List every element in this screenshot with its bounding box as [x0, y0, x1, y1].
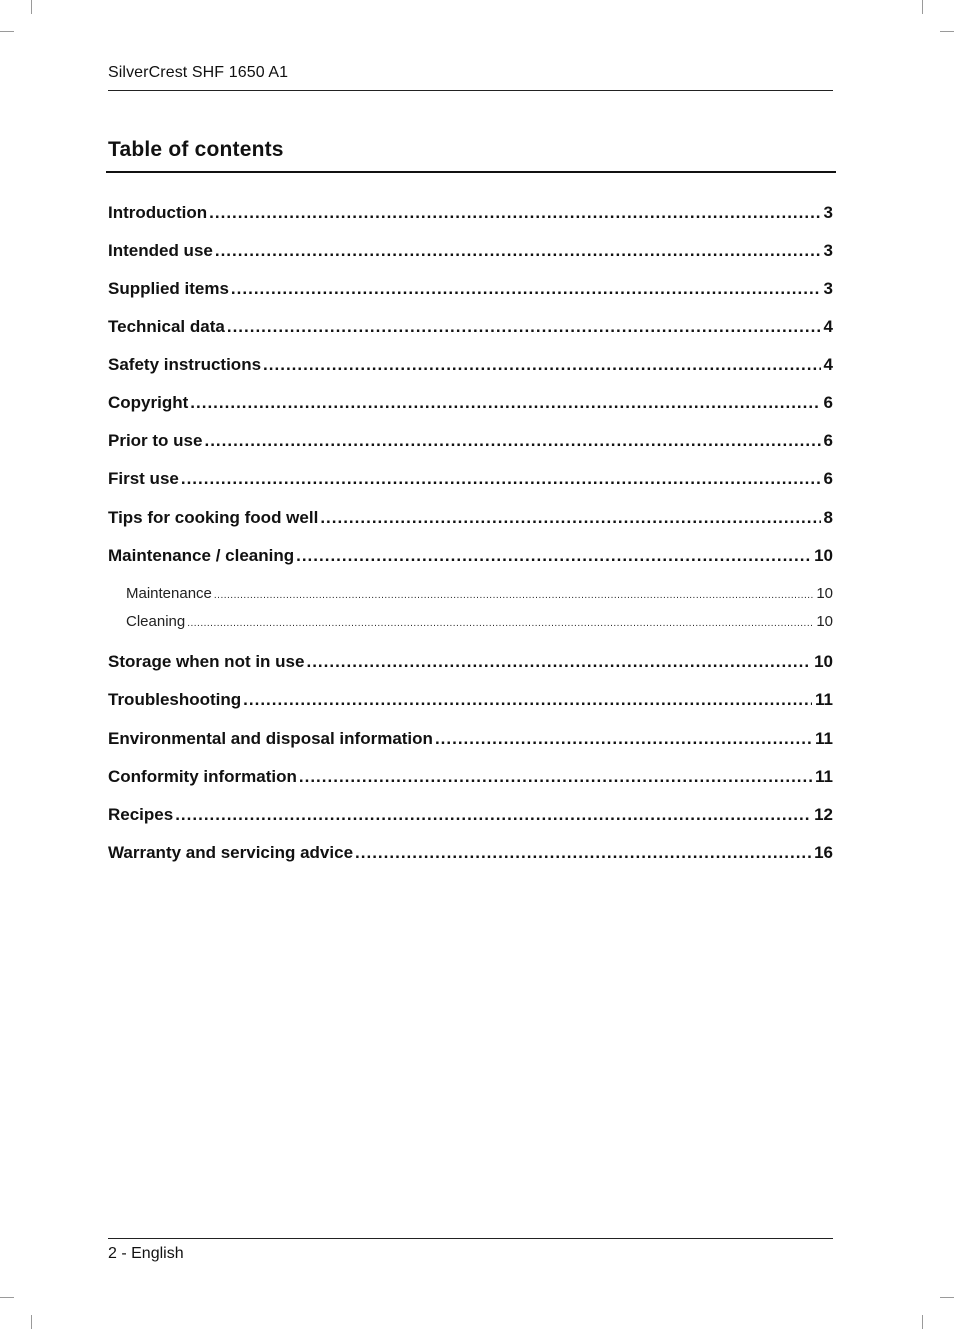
toc-dot-leader: [215, 241, 821, 261]
toc-dot-leader: [355, 843, 811, 863]
toc-entry-page-number: 11: [815, 690, 833, 709]
toc-entry-label: Copyright: [108, 393, 189, 412]
toc-entry-page-number: 10: [816, 585, 833, 602]
toc-entry[interactable]: [108, 431, 833, 451]
toc-entry-page-number: 4: [823, 317, 833, 336]
toc-entry-page-number: 11: [815, 767, 833, 786]
toc-entry-page-number: 10: [814, 546, 833, 565]
toc-entry[interactable]: [108, 690, 833, 710]
crop-mark: [922, 0, 923, 14]
toc-entry-label: Maintenance: [126, 585, 212, 602]
toc-entry-label: Warranty and servicing advice: [108, 843, 354, 862]
page-header: [108, 62, 833, 91]
toc-dot-leader: [204, 431, 820, 451]
toc-dot-leader: [435, 729, 812, 749]
toc-entry[interactable]: [108, 203, 833, 223]
toc-entry[interactable]: [108, 241, 833, 261]
toc-entry-label: First use: [108, 469, 179, 488]
crop-mark: [922, 1315, 923, 1329]
toc-entry-label: Storage when not in use: [108, 652, 305, 671]
toc-entry-label: Cleaning: [126, 613, 186, 630]
toc-entry-label: Intended use: [108, 241, 213, 260]
toc-subentry[interactable]: [126, 613, 833, 630]
toc-entry-label: Environmental and disposal information: [108, 729, 433, 748]
toc-dot-leader: [231, 279, 821, 299]
toc-dot-leader: [190, 393, 820, 413]
toc-entry-label: Safety instructions: [108, 355, 262, 374]
toc-entry-page-number: 3: [823, 203, 833, 222]
page-title: Table of contents: [108, 138, 284, 161]
header-model-name: SilverCrest SHF 1650 A1: [108, 64, 289, 81]
toc-entry[interactable]: [108, 355, 833, 375]
toc-entry-page-number: 8: [823, 508, 833, 527]
toc-entry-page-number: 3: [823, 241, 833, 260]
crop-mark: [940, 31, 954, 32]
toc-dot-leader: [296, 546, 811, 566]
toc-entry-label: Supplied items: [108, 279, 229, 298]
toc-dot-leader: [263, 355, 820, 375]
toc-entry[interactable]: [108, 729, 833, 749]
toc-entry-label: Prior to use: [108, 431, 203, 450]
toc-dot-leader: [181, 469, 821, 489]
crop-mark: [940, 1297, 954, 1298]
title-divider: [106, 171, 836, 173]
crop-mark: [0, 31, 14, 32]
toc-entry[interactable]: [108, 843, 833, 863]
toc-entry[interactable]: [108, 767, 833, 787]
toc-entry[interactable]: [108, 508, 833, 528]
toc-entry-label: Troubleshooting: [108, 690, 242, 709]
toc-entry[interactable]: [108, 393, 833, 413]
page-footer: [108, 1238, 833, 1262]
toc-entry-page-number: 16: [814, 843, 833, 862]
toc-entry[interactable]: [108, 279, 833, 299]
toc-entry[interactable]: [108, 805, 833, 825]
toc-entry-page-number: 10: [814, 652, 833, 671]
toc-dot-leader: [175, 805, 811, 825]
toc-entry-page-number: 6: [823, 393, 833, 412]
toc-dot-leader: [320, 508, 820, 528]
toc-entry-page-number: 6: [823, 431, 833, 450]
toc-entry-label: Conformity information: [108, 767, 297, 786]
toc-dot-leader: [306, 652, 811, 672]
toc-entry-label: Technical data: [108, 317, 225, 336]
toc-entry[interactable]: [108, 317, 833, 337]
toc-entry-label: Recipes: [108, 805, 174, 824]
toc-entry-page-number: 6: [823, 469, 833, 488]
toc-entry[interactable]: [108, 546, 833, 566]
toc-entry-page-number: 3: [823, 279, 833, 298]
toc-entry-page-number: 11: [815, 729, 833, 748]
toc-dot-leader: [187, 618, 813, 629]
toc-dot-leader: [243, 690, 812, 710]
toc-entry-page-number: 12: [814, 805, 833, 824]
toc-dot-leader: [227, 317, 821, 337]
toc-entry-label: Maintenance / cleaning: [108, 546, 295, 565]
toc-entry[interactable]: [108, 469, 833, 489]
toc-dot-leader: [214, 590, 813, 601]
toc-entry[interactable]: [108, 652, 833, 672]
toc-entry-label: Tips for cooking food well: [108, 508, 319, 527]
footer-page-info: 2 - English: [108, 1245, 184, 1262]
crop-mark: [31, 1315, 32, 1329]
toc-entry-label: Introduction: [108, 203, 208, 222]
toc-dot-leader: [209, 203, 820, 223]
toc-entry-page-number: 10: [816, 613, 833, 630]
toc-subentry[interactable]: [126, 585, 833, 602]
toc-dot-leader: [299, 767, 812, 787]
toc-entry-page-number: 4: [823, 355, 833, 374]
crop-mark: [0, 1297, 14, 1298]
crop-mark: [31, 0, 32, 14]
